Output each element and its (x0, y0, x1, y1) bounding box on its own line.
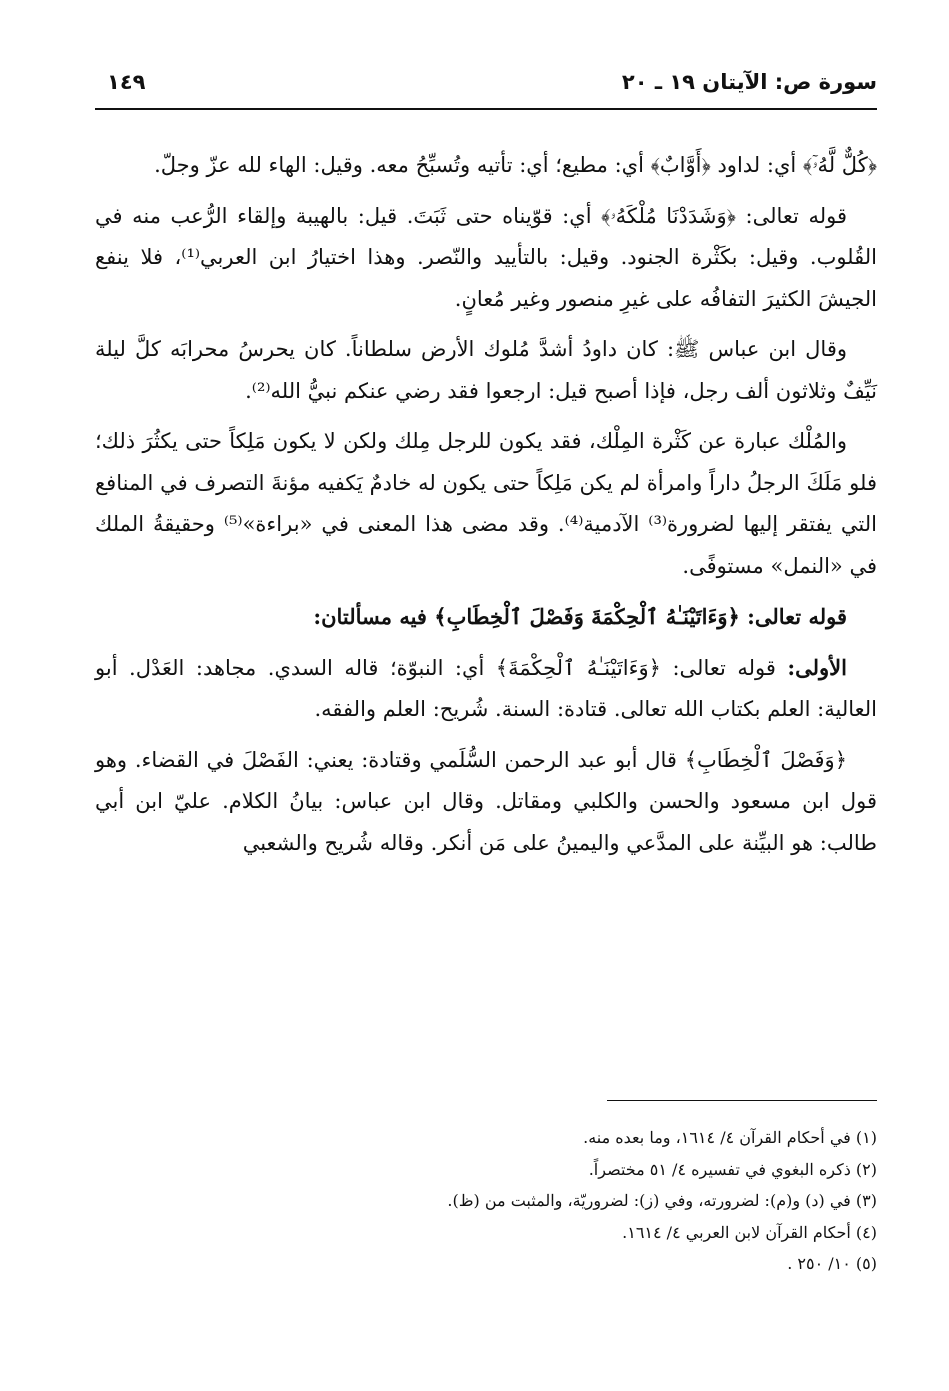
paragraph-5: قوله تعالى: ﴿وَءَاتَيْنَـٰهُ ٱلْحِكْمَةَ وَفَصْلَ ٱلْخِطَابِ﴾ فيه مسألتان: (313, 604, 847, 629)
footnotes (95, 1122, 877, 1280)
footnote-1: (١) في أحكام القرآن ٤/ ١٦١٤، وما بعده منه. (583, 1128, 877, 1147)
footnote-3: (٣) في (د) و(م): لضرورته، وفي (ز): لضروريّة، والمثبت من (ظ). (447, 1191, 877, 1210)
paragraph-3: وقال ابن عباس ﷺ: كان داودُ أشدَّ مُلوك الأرض سلطاناً. كان يحرسُ محرابَه كلَّ ليلة نَيِّفٌ وثلاثون ألف رجل، فإذا أصبح قيل: ارجعوا فقد رضي عنكم نبيُّ الله⁽²⁾. (95, 337, 877, 403)
paragraph-6 (95, 647, 877, 731)
paragraph-6-text: قوله تعالى: ﴿وَءَاتَيْنَـٰهُ ٱلْحِكْمَةَ﴾ أي: النبوّة؛ قاله السدي. مجاهد: العَدْل. أبو العالية: العلم بكتاب الله تعالى. قتادة: السنة. شُريح: العلم والفقه. (95, 655, 877, 721)
footnote-2: (٢) ذكره البغوي في تفسيره ٤/ ٥١ مختصراً. (588, 1159, 877, 1179)
issue-lead: الأولى: (787, 654, 847, 680)
book-page (95, 0, 877, 1391)
paragraph-2: قوله تعالى: ﴿وَشَدَدْنَا مُلْكَهُۥ﴾ أي: قوّيناه حتى ثَبَتَ. قيل: بالهيبة وإلقاء الرُّعب منه في القُلوب. وقيل: بكَثْرة الجنود. وقيل: بالتأييد والنّصر. وهذا اختيارُ ابن العربي⁽¹⁾، فلا ينفع الجيشَ الكثيرَ التفافُه على غيرِ منصور وغير مُعانٍ. (95, 203, 877, 311)
running-title: سورة ص: الآيتان ١٩ ـ ٢٠ (621, 70, 877, 94)
footnote-5: (٥) ١٠/ ٢٥٠ . (787, 1254, 877, 1273)
page-header (95, 66, 877, 110)
footnote-4: (٤) أحكام القرآن لابن العربي ٤/ ١٦١٤. (622, 1222, 877, 1242)
paragraph-4: والمُلْك عبارة عن كَثْرة المِلْك، فقد يكون للرجل مِلك ولكن لا يكون مَلِكاً حتى يكثُرَ ذلك؛ فلو مَلَكَ الرجلُ داراً وامرأة لم يكن مَلِكاً حتى يكون له خادمٌ يَكفيه مؤنةَ التصرف في المنافع التي يفتقر إليها لضرورة⁽³⁾ الآدمية⁽⁴⁾. وقد مضى هذا المعنى في «براءة»⁽⁵⁾ وحقيقةُ الملك في «النمل» مستوفًى. (95, 429, 877, 578)
paragraph-1: ﴿كُلٌّ لَّهُۥٓ﴾ أي: لداود ﴿أَوَّابٌ﴾ أي: مطيع؛ أي: تأتيه وتُسبِّحُ معه. وقيل: الهاء لله عزّ وجلّ. (154, 153, 877, 177)
main-text (95, 145, 877, 873)
footnote-divider (607, 1100, 877, 1101)
page-number: ١٤٩ (107, 70, 146, 94)
paragraph-7: ﴿وَفَصْلَ ٱلْخِطَابِ﴾ قال أبو عبد الرحمن السُّلَمي وقتادة: يعني: الفَصْلَ في القضاء. وهو قول ابن مسعود والحسن والكلبي ومقاتل. وقال ابن عباس: بيانُ الكلام. عليّ ابن أبي طالب: هو البيِّنة على المدَّعي واليمينُ على مَن أنكر. وقاله شُريح والشعبي (95, 747, 878, 855)
